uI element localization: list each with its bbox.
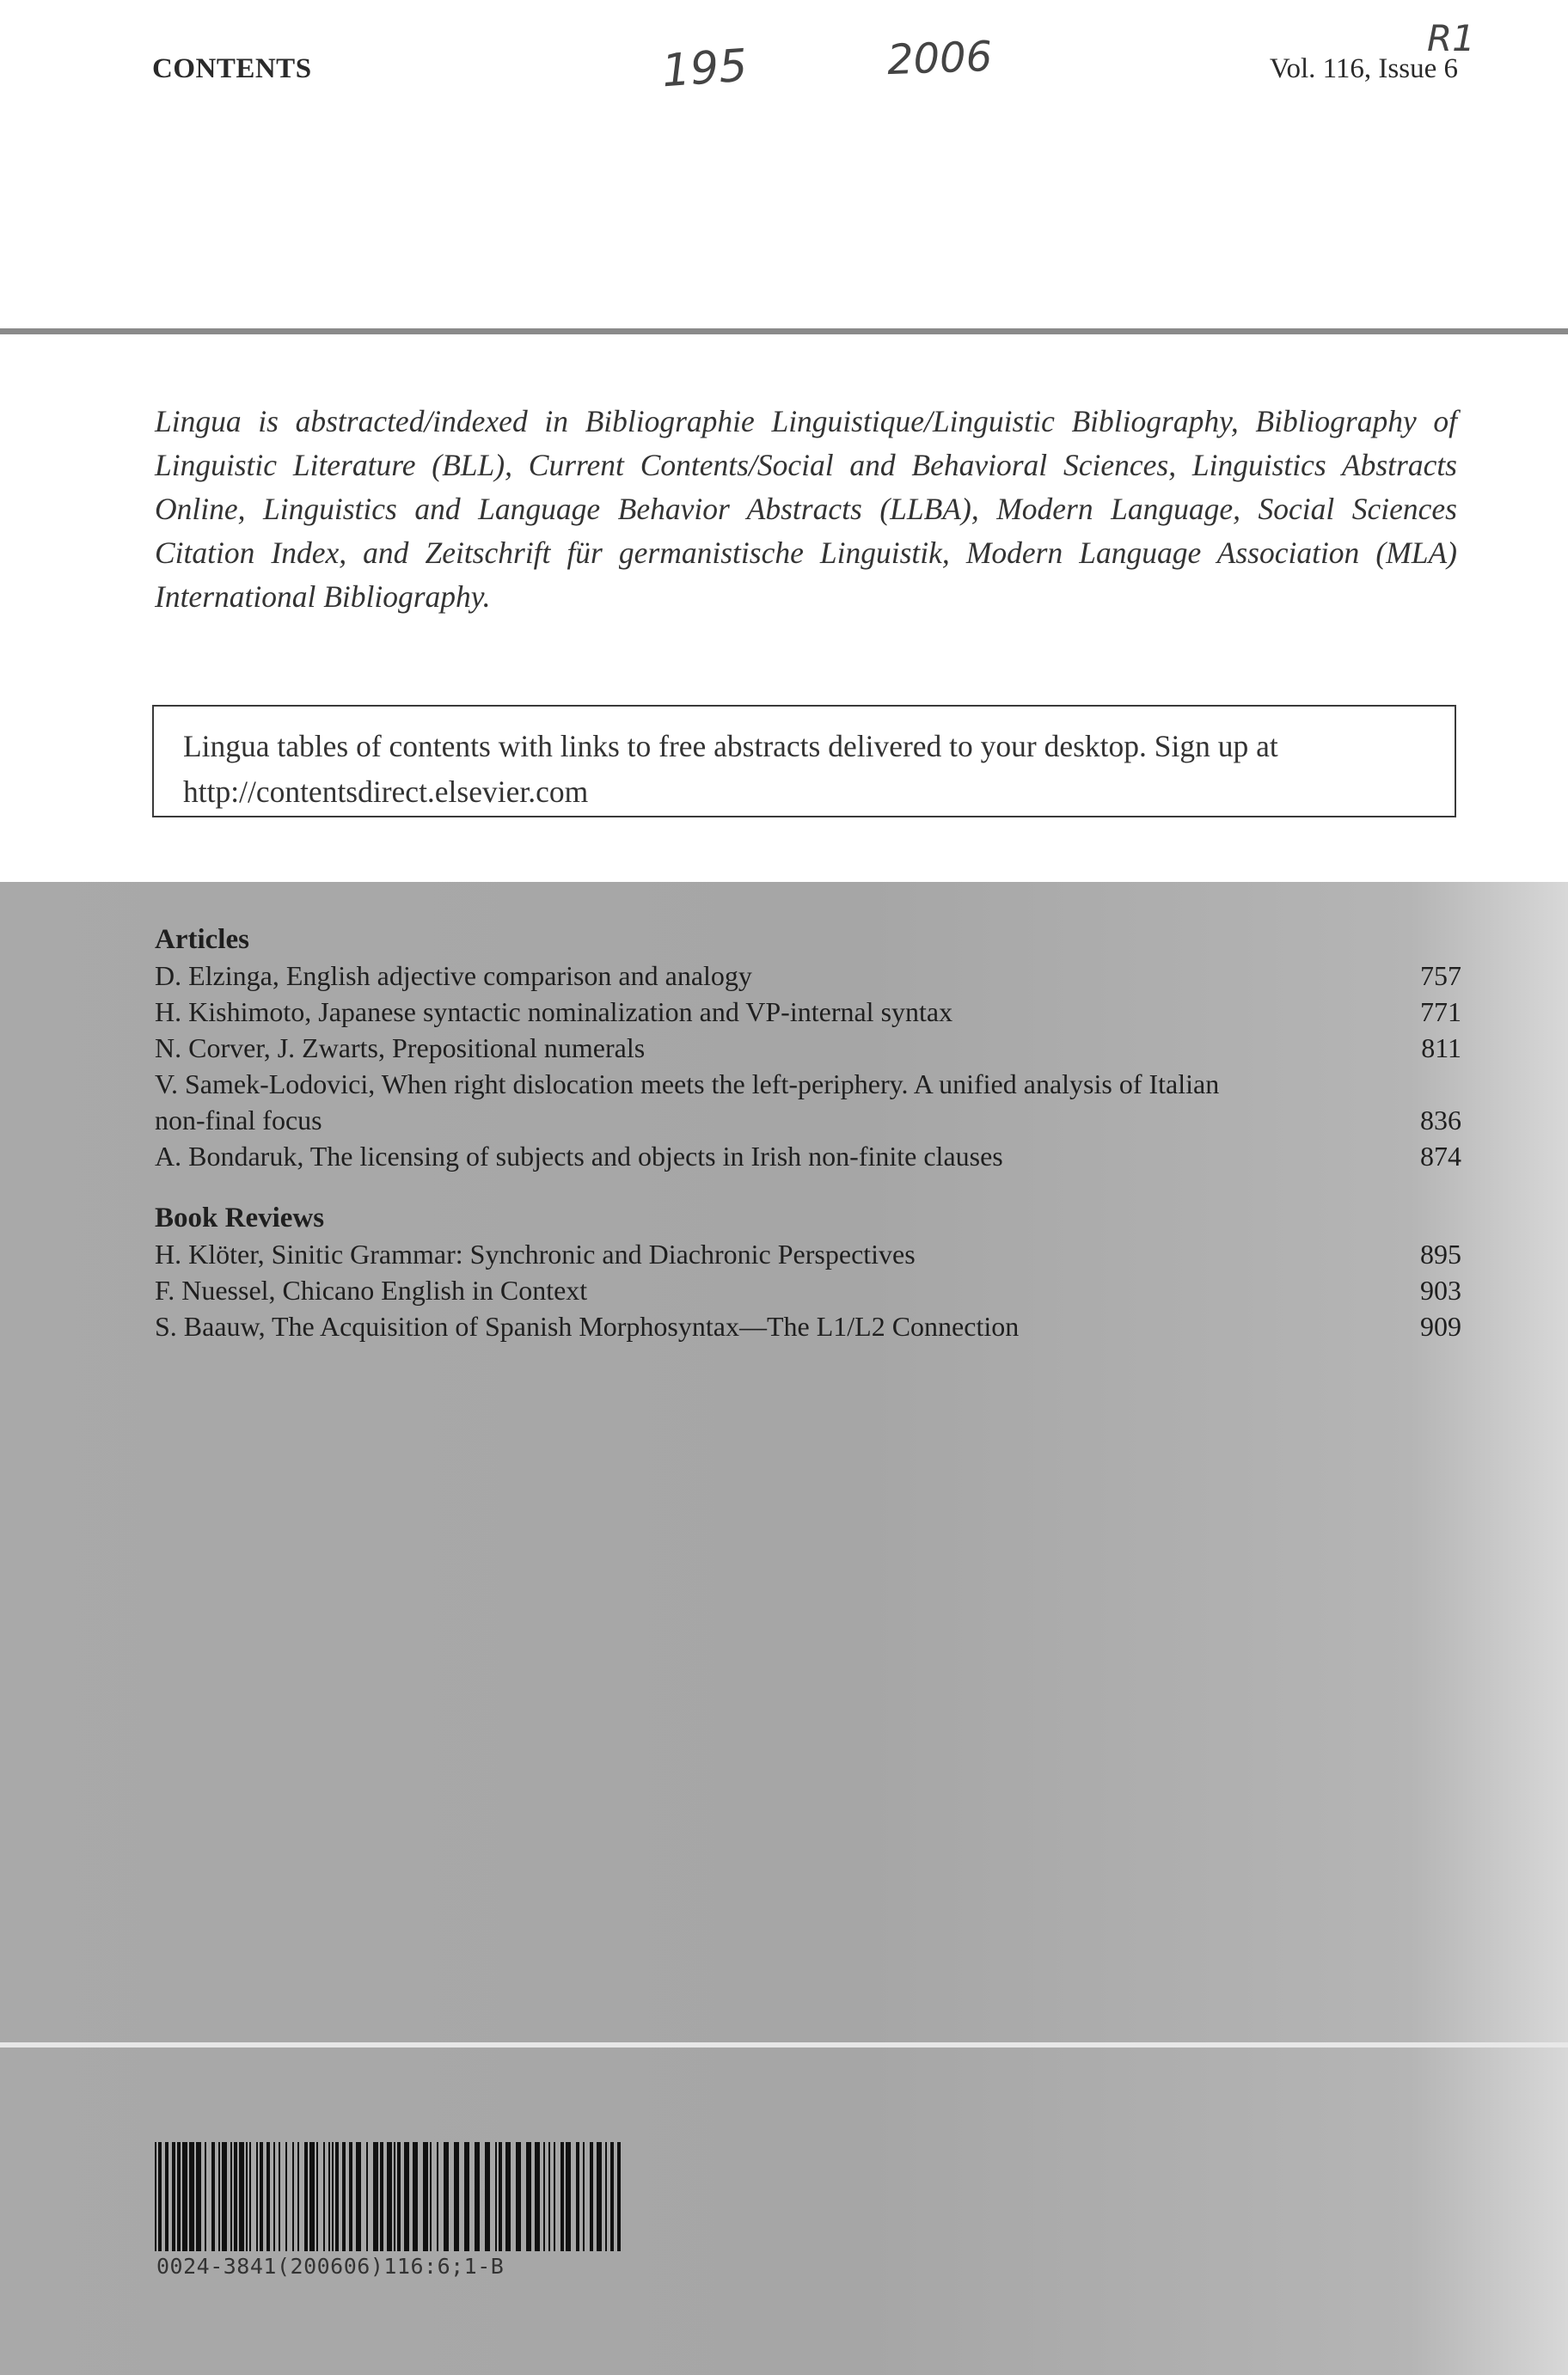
barcode-bar bbox=[475, 2142, 480, 2251]
entry-title: H. Klöter, Sinitic Grammar: Synchronic and Diachronic Perspectives bbox=[155, 1239, 916, 1270]
signup-url[interactable]: http://contentsdirect.elsevier.com bbox=[183, 774, 589, 809]
toc-entry[interactable] bbox=[155, 1030, 1461, 1066]
signup-box bbox=[152, 705, 1456, 817]
entry-page: 895 bbox=[1420, 1239, 1461, 1270]
entry-page: 771 bbox=[1420, 996, 1461, 1027]
barcode-bar bbox=[583, 2142, 585, 2251]
barcode-bar bbox=[239, 2142, 244, 2251]
barcode-bar bbox=[526, 2142, 531, 2251]
entry-title: A. Bondaruk, The licensing of subjects and objects in Irish non-finite clauses bbox=[155, 1141, 1003, 1172]
top-divider bbox=[0, 328, 1568, 334]
barcode-bar bbox=[332, 2142, 334, 2251]
volume-issue: Vol. 116, Issue 6 bbox=[1269, 53, 1458, 84]
barcode-bar bbox=[158, 2142, 162, 2251]
barcode-bar bbox=[413, 2142, 418, 2251]
toc-entry[interactable] bbox=[155, 958, 1461, 994]
barcode-bar bbox=[423, 2142, 428, 2251]
barcode-bar bbox=[444, 2142, 449, 2251]
barcode-bar bbox=[155, 2142, 156, 2251]
entry-page: 874 bbox=[1420, 1141, 1461, 1172]
entry-page: 909 bbox=[1420, 1311, 1461, 1342]
toc-entry[interactable] bbox=[155, 1236, 1461, 1272]
barcode-bar bbox=[610, 2142, 614, 2251]
barcode-bar bbox=[230, 2142, 232, 2251]
barcode-bar bbox=[196, 2142, 201, 2251]
barcode-bar bbox=[576, 2142, 579, 2251]
barcode-bar bbox=[590, 2142, 593, 2251]
toc-entry[interactable] bbox=[155, 1066, 1461, 1138]
entry-page: 836 bbox=[1420, 1105, 1461, 1135]
barcode-bar bbox=[605, 2142, 607, 2251]
barcode-bar bbox=[285, 2142, 287, 2251]
barcode-bar bbox=[535, 2142, 540, 2251]
barcode-bar bbox=[234, 2142, 237, 2251]
barcode-bar bbox=[380, 2142, 383, 2251]
barcode-bar bbox=[437, 2142, 438, 2251]
header-title: CONTENTS bbox=[152, 53, 312, 84]
barcode-bar bbox=[335, 2142, 339, 2251]
articles-heading: Articles bbox=[155, 924, 249, 955]
handwritten-note-year: 2006 bbox=[886, 32, 994, 85]
barcode-bar bbox=[273, 2142, 275, 2251]
barcode-bar bbox=[356, 2142, 361, 2251]
barcode-bar bbox=[366, 2142, 368, 2251]
entry-title-line1: V. Samek-Lodovici, When right dislocation meets the left-periphery. A unified analysis of Italian bbox=[155, 1068, 1220, 1099]
entry-title: N. Corver, J. Zwarts, Prepositional numerals bbox=[155, 1032, 646, 1063]
barcode-bar bbox=[342, 2142, 346, 2251]
entry-title: S. Baauw, The Acquisition of Spanish Morphosyntax—The L1/L2 Connection bbox=[155, 1311, 1020, 1342]
toc-entry[interactable] bbox=[155, 994, 1461, 1030]
barcode-bar bbox=[218, 2142, 220, 2251]
entry-page: 757 bbox=[1420, 960, 1461, 991]
barcode-bar bbox=[560, 2142, 564, 2251]
toc-entry[interactable] bbox=[155, 1138, 1461, 1174]
barcode-bar bbox=[495, 2142, 497, 2251]
handwritten-note-mark: R1 bbox=[1427, 17, 1475, 59]
bottom-divider bbox=[0, 2042, 1568, 2048]
barcode-bar bbox=[260, 2142, 263, 2251]
barcode-bar bbox=[499, 2142, 502, 2251]
barcode-bar bbox=[516, 2142, 521, 2251]
barcode-bar bbox=[373, 2142, 378, 2251]
barcode-bar bbox=[177, 2142, 181, 2251]
entry-title: F. Nuessel, Chicano English in Context bbox=[155, 1275, 588, 1306]
barcode-bar bbox=[172, 2142, 175, 2251]
barcode-bar bbox=[485, 2142, 490, 2251]
toc-entry[interactable] bbox=[155, 1272, 1461, 1308]
barcode-bar bbox=[316, 2142, 318, 2251]
barcode bbox=[155, 2142, 625, 2251]
barcode-bar bbox=[205, 2142, 206, 2251]
book-reviews-heading: Book Reviews bbox=[155, 1203, 325, 1233]
entry-title-line2: non-final focus bbox=[155, 1105, 322, 1135]
barcode-bar bbox=[309, 2142, 315, 2251]
barcode-bar bbox=[566, 2142, 571, 2251]
entry-title: D. Elzinga, English adjective comparison and analogy bbox=[155, 960, 752, 991]
entry-title: H. Kishimoto, Japanese syntactic nominalization and VP-internal syntax bbox=[155, 996, 953, 1027]
barcode-bar bbox=[165, 2142, 168, 2251]
entry-page: 811 bbox=[1421, 1032, 1461, 1063]
barcode-bar bbox=[323, 2142, 325, 2251]
handwritten-note-number: 195 bbox=[660, 40, 750, 98]
barcode-bar bbox=[292, 2142, 294, 2251]
barcode-bar bbox=[617, 2142, 621, 2251]
barcode-bar bbox=[430, 2142, 432, 2251]
table-of-contents bbox=[155, 921, 1461, 1344]
barcode-bar bbox=[543, 2142, 545, 2251]
barcode-bar bbox=[328, 2142, 330, 2251]
barcode-bar bbox=[394, 2142, 395, 2251]
barcode-bar bbox=[222, 2142, 227, 2251]
barcode-bar bbox=[189, 2142, 194, 2251]
barcode-bar bbox=[182, 2142, 187, 2251]
entry-page: 903 bbox=[1420, 1275, 1461, 1306]
barcode-bar bbox=[554, 2142, 555, 2251]
barcode-bar bbox=[404, 2142, 409, 2251]
barcode-bar bbox=[211, 2142, 215, 2251]
barcode-bar bbox=[397, 2142, 401, 2251]
barcode-bar bbox=[304, 2142, 308, 2251]
barcode-bar bbox=[297, 2142, 299, 2251]
toc-entry[interactable] bbox=[155, 1308, 1461, 1344]
barcode-bar bbox=[597, 2142, 602, 2251]
barcode-bar bbox=[266, 2142, 270, 2251]
barcode-bar bbox=[279, 2142, 280, 2251]
barcode-bar bbox=[249, 2142, 251, 2251]
barcode-bar bbox=[454, 2142, 459, 2251]
barcode-bar bbox=[464, 2142, 469, 2251]
barcode-bar bbox=[387, 2142, 392, 2251]
barcode-bar bbox=[505, 2142, 511, 2251]
barcode-bar bbox=[246, 2142, 248, 2251]
indexing-statement: Lingua is abstracted/indexed in Bibliographie Linguistique/Linguistic Bibliography, Bibliography of Linguistic Literature (BLL), Current Contents/Social and Behavioral Sciences, Linguistics Abstracts Online, Linguistics and Language Behavior Abstracts (LLBA), Modern Language, Social Sciences Citation Index, and Zeitschrift für germanistische Linguistik, Modern Language Association (MLA) International Bibliography. bbox=[155, 404, 1457, 614]
signup-text: Lingua tables of contents with links to free abstracts delivered to your desktop. Sign up at bbox=[183, 729, 1278, 763]
barcode-bar bbox=[349, 2142, 352, 2251]
barcode-number: 0024-3841(200606)116:6;1-B bbox=[156, 2254, 505, 2279]
barcode-bar bbox=[548, 2142, 550, 2251]
barcode-bar bbox=[256, 2142, 258, 2251]
